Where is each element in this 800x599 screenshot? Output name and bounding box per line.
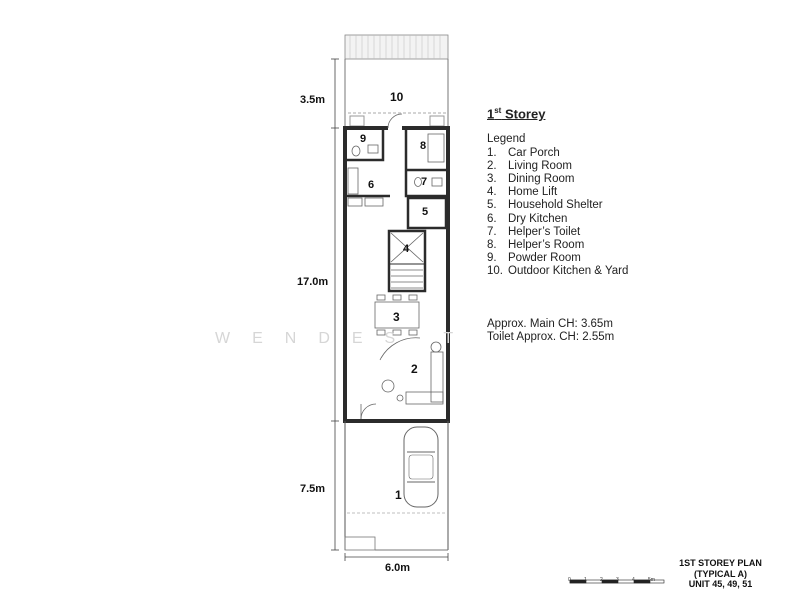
scale-tick-label: 0	[568, 577, 571, 583]
room-label-helper-room: 8	[420, 140, 427, 152]
ceiling-height-notes	[487, 318, 614, 345]
fixtures	[348, 134, 444, 419]
room-label-yard: 10	[390, 90, 404, 104]
legend-item: 4. Home Lift	[487, 186, 558, 199]
watermark-text: WENDES T	[215, 330, 476, 347]
legend-title: 1st Storey	[487, 106, 546, 122]
car-porch	[345, 421, 448, 550]
room-label-powder-room: 9	[360, 133, 367, 145]
legend-item: 5. Household Shelter	[487, 199, 603, 212]
legend-item: 8. Helper’s Room	[487, 238, 585, 251]
room-label-car-porch: 1	[395, 488, 402, 502]
legend-item: 1. Car Porch	[487, 146, 560, 159]
room-label-living-room: 2	[411, 362, 418, 376]
room-label-household-shelter: 5	[422, 206, 429, 218]
room-label-helper-toilet: 7	[421, 176, 428, 188]
plan-caption-line: (TYPICAL A)	[694, 568, 747, 579]
legend-item: 10. Outdoor Kitchen & Yard	[487, 265, 629, 278]
scale-tick-label: 1	[584, 577, 587, 583]
dimension-width: 6.0m	[385, 562, 411, 574]
scale-tick-label: 2	[600, 577, 603, 583]
plan-caption-line: UNIT 45, 49, 51	[688, 579, 753, 589]
legend-item: 7. Helper’s Toilet	[487, 225, 581, 238]
legend-item: 9. Powder Room	[487, 252, 581, 265]
toilet-ceiling-height: Toilet Approx. CH: 2.55m	[487, 331, 615, 344]
car-outline	[404, 427, 438, 507]
legend-list	[487, 147, 707, 279]
legend-panel	[487, 106, 707, 279]
dimension-porch-depth: 7.5m	[300, 483, 326, 495]
legend-item: 6. Dry Kitchen	[487, 212, 568, 225]
main-ceiling-height: Approx. Main CH: 3.65m	[487, 318, 613, 330]
legend-item: 2. Living Room	[487, 159, 572, 172]
dimension-yard-depth: 3.5m	[300, 94, 326, 106]
room-label-dining-room: 3	[393, 310, 400, 324]
plan-caption	[668, 558, 773, 590]
legend-heading: Legend	[487, 133, 526, 146]
plan-caption-line: 1ST STOREY PLAN	[679, 558, 762, 568]
dimension-house-depth: 17.0m	[297, 276, 329, 288]
scale-tick-label: 3	[616, 577, 619, 583]
legend-item: 3. Dining Room	[487, 172, 575, 185]
interior-walls	[347, 130, 446, 291]
roof-overhang-hatch	[345, 35, 448, 59]
room-label-dry-kitchen: 6	[368, 179, 375, 191]
scale-tick-label: 5m	[648, 577, 655, 583]
scale-tick-label: 4	[632, 577, 635, 583]
room-label-home-lift: 4	[403, 243, 410, 255]
